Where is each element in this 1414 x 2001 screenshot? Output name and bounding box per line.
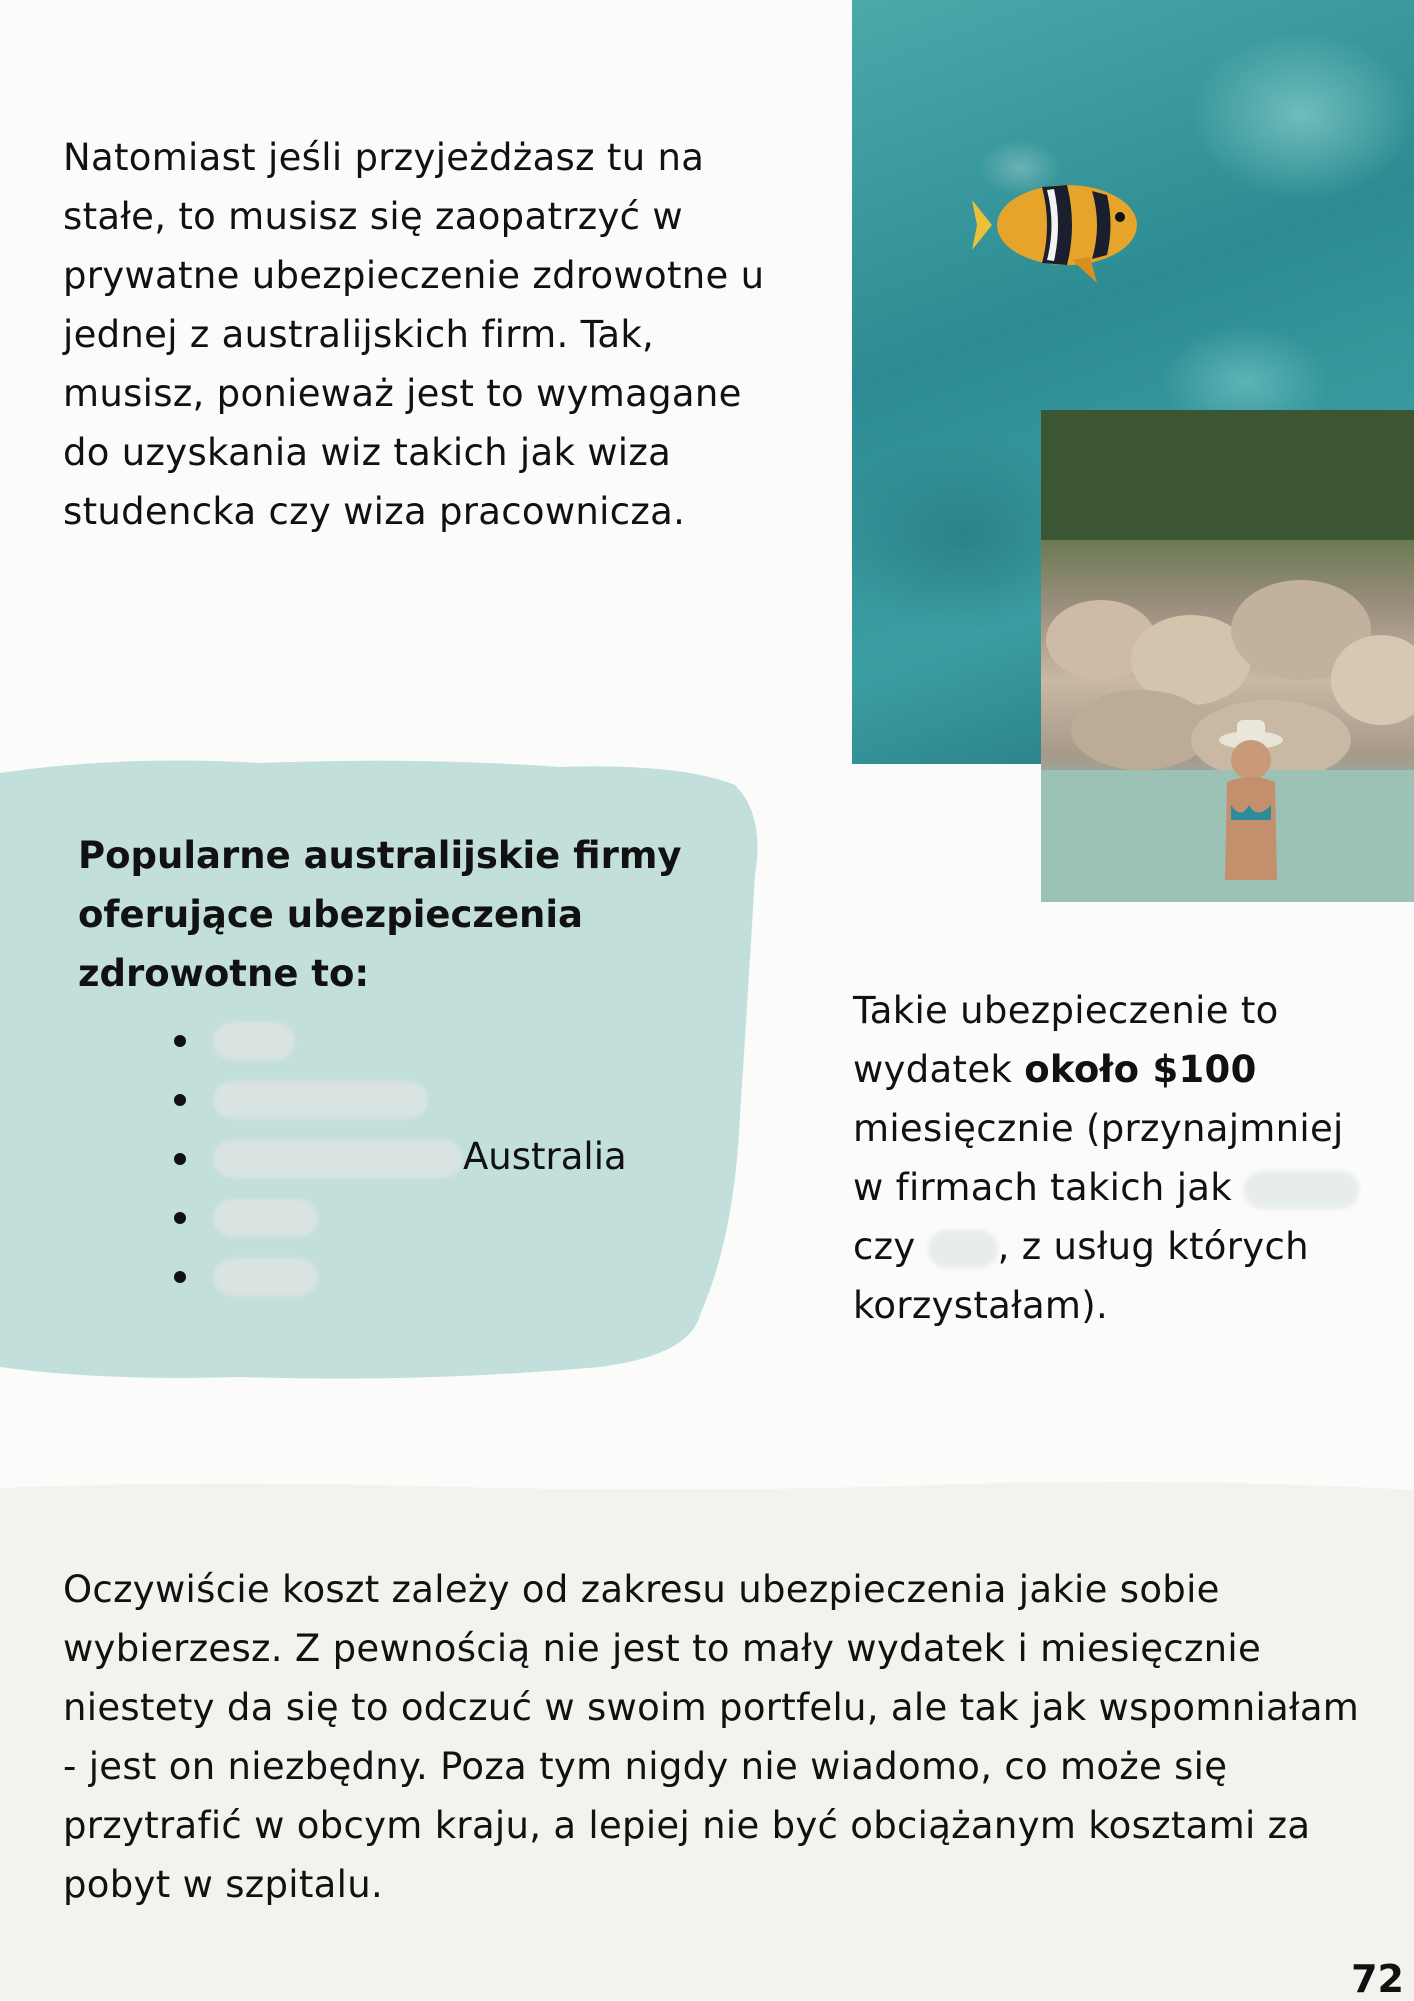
redacted-blur: [213, 1081, 428, 1119]
providers-heading: Popularne australijskie firmy oferujące ubezpieczenia zdrowotne to:: [78, 834, 682, 995]
bullet-icon: [174, 1094, 186, 1106]
redacted-blur: [1244, 1171, 1359, 1209]
providers-list: [78, 1009, 627, 1304]
page-number: 72: [1351, 1957, 1404, 2001]
cost-paragraph: Takie ubezpieczenie to wydatek około $100 miesięcznie (przynajmniej w firmach takich jak czy , z usług których korzystałam).: [853, 981, 1383, 1335]
bullet-icon: [174, 1271, 186, 1283]
redacted-blur: [928, 1230, 998, 1268]
closing-paragraph: Oczywiście koszt zależy od zakresu ubezpieczenia jakie sobie wybierzesz. Z pewnością nie jest to mały wydatek i miesięcznie niestety da się to odczuć w swoim portfelu, ale tak jak wspomniałam - jest on niezbędny. Poza tym nigdy nie wiadomo, co może się przytrafić w obcym kraju, a lepiej nie być obciążanym kosztami za pobyt w szpitalu.: [63, 1568, 1360, 1906]
clownfish-icon: [972, 165, 1152, 285]
bullet-icon: [174, 1153, 186, 1165]
redacted-blur: [213, 1140, 463, 1178]
bullet-icon: [174, 1212, 186, 1224]
beach-photo: [1041, 410, 1414, 902]
intro-paragraph: Natomiast jeśli przyjeżdżasz tu na stałe, to musisz się zaopatrzyć w prywatne ubezpieczenie zdrowotne u jednej z australijskich firm. Tak, musisz, ponieważ jest to wymagane do uzyskania wiz takich jak wiza studencka czy wiza pracownicza.: [63, 136, 765, 533]
list-item: [78, 1068, 627, 1127]
list-item: [78, 1009, 627, 1068]
list-item: [78, 1245, 627, 1304]
list-item: [78, 1186, 627, 1245]
bullet-icon: [174, 1035, 186, 1047]
redacted-blur: [213, 1022, 295, 1060]
redacted-blur: [213, 1258, 318, 1296]
list-item: Australia: [78, 1127, 627, 1186]
redacted-blur: [213, 1199, 318, 1237]
cost-amount: około $100: [1024, 1048, 1257, 1091]
